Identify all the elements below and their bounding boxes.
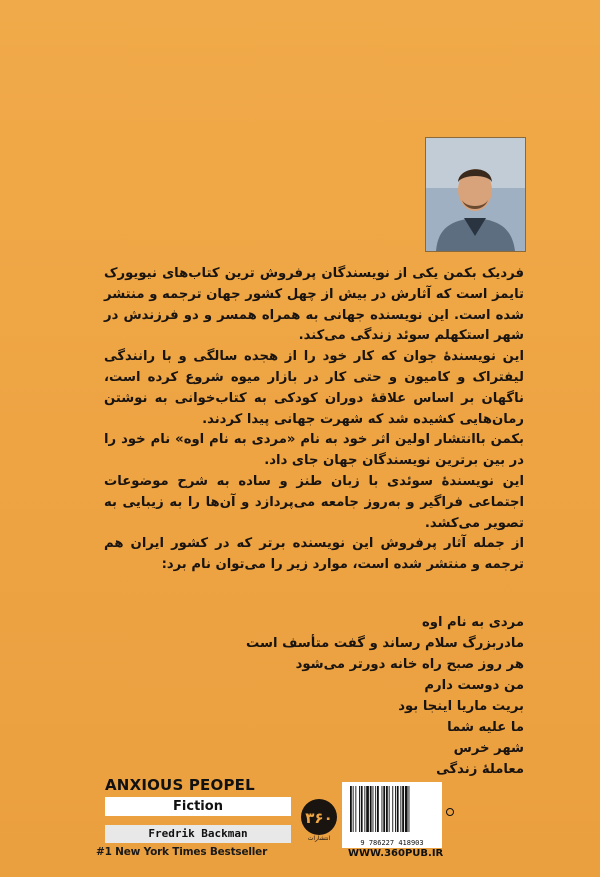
list-item: مردی به نام اوه — [421, 615, 524, 630]
list-item: بریت ماریا اینجا بود — [398, 699, 524, 714]
genre-label: Fiction — [105, 797, 291, 816]
list-item: هر روز صبح راه خانه دورتر می‌شود — [295, 657, 524, 672]
logo-caption: انتشارات — [307, 835, 331, 842]
bio-paragraph: بکمن باانتشار اولین اثر خود به نام «مردی به نام اوه» نام خود را در بین برترین نویسندگان جهان جای داد. — [104, 432, 524, 469]
bio-paragraph: فردیک بکمن یکی از نویسندگان پرفروش ترین کتاب‌های نیویورک تایمز است که آثارش در بیش از چهل کشور جهان ترجمه و منتشر شده است. این نویسنده جهانی به همراه همسر و دو فرزندش در شهر استکهلم سوئد زندگی می‌کند. — [104, 266, 524, 344]
book-list — [224, 612, 524, 780]
list-item: مادربزرگ سلام رساند و گفت متأسف است — [246, 636, 524, 651]
isbn-number: 9 786227 418903 — [360, 839, 424, 847]
author-biography — [104, 264, 524, 576]
series-title: ANXIOUS PEOPEL — [105, 776, 255, 794]
bio-paragraph: این نویسندهٔ سوئدی با زبان طنز و ساده به شرح موضوعات اجتماعی فراگیر و به‌روز جامعه می‌پردازد و آن‌ها را به زیبایی به تصویر می‌کشد. — [104, 473, 524, 531]
logo-text: ۳۶۰ — [305, 809, 333, 827]
list-item: شهر خرس — [453, 741, 524, 756]
bio-paragraph: این نویسندهٔ جوان که کار خود را از هجده سالگی و با رانندگی لیفتراک و کامیون و حتی کار در بازار میوه شروع کرده است، ناگهان بر اساس علاقهٔ دوران کودکی به کتاب‌خوانی به نوشتن رمان‌هایی کشیده شد که شهرت جهانی پیدا کردند. — [104, 349, 524, 427]
registered-mark-icon — [446, 808, 454, 816]
list-item: من دوست دارم — [424, 678, 524, 693]
publisher-logo-icon — [300, 798, 338, 842]
list-item: ما علیه شما — [447, 720, 524, 735]
bestseller-badge: #1 New York Times Bestseller — [96, 846, 268, 858]
author-photo — [425, 137, 526, 252]
bio-paragraph: از جمله آثار پرفروش این نویسنده برتر که در کشور ایران هم ترجمه و منتشر شده است، موارد زیر را می‌توان نام برد: — [104, 536, 524, 573]
list-item: معاملهٔ زندگی — [436, 762, 524, 777]
barcode — [342, 782, 442, 848]
publisher-website: WWW.360PUB.IR — [348, 848, 444, 859]
barcode-icon — [342, 782, 442, 836]
author-name: Fredrik Backman — [105, 825, 291, 843]
